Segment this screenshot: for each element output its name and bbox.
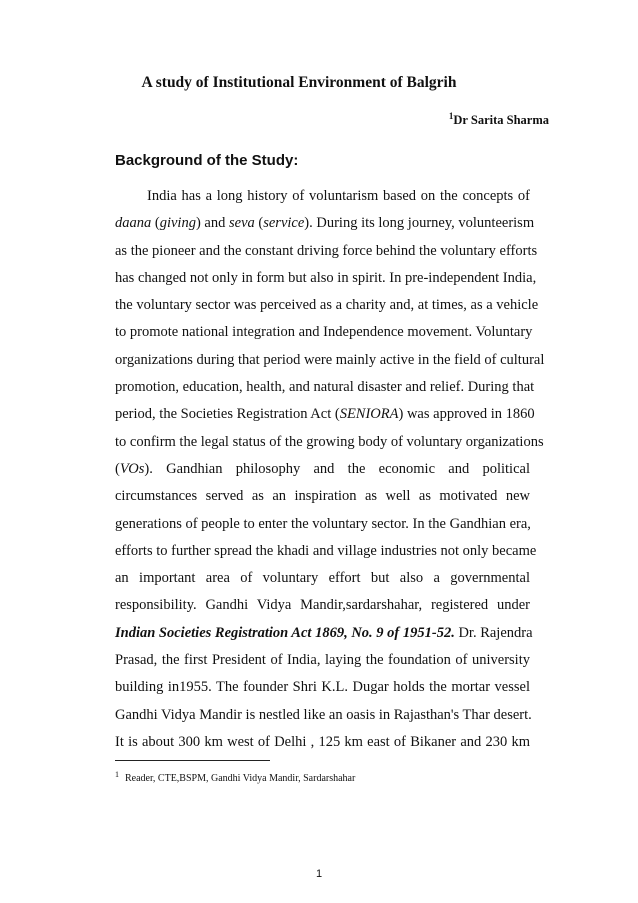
text-run: India has a long history of voluntarism based on the concepts of	[147, 188, 530, 204]
paragraph-line	[115, 456, 530, 483]
footnote	[115, 770, 355, 784]
text-run: period, the Societies Registration Act (	[115, 406, 340, 423]
text-run: ). Gandhian philosophy and the economic and political	[144, 460, 530, 477]
text-run: (	[254, 215, 264, 232]
italic-term: SENIORA	[339, 406, 399, 423]
author-name: Dr Sarita Sharma	[453, 113, 549, 127]
document-title: A study of Institutional Environment of Balgrih	[141, 74, 457, 91]
section-heading: Background of the Study:	[115, 152, 299, 169]
text-run: responsibility. Gandhi Vidya Mandir,sardarshahar, registered under	[115, 597, 530, 614]
text-run: (	[115, 460, 120, 477]
paragraph-line	[115, 592, 530, 619]
paragraph-line	[115, 374, 535, 401]
paragraph-line	[115, 319, 533, 346]
text-run: Prasad, the first President of India, laying the foundation of university	[115, 652, 530, 669]
text-run: building in1955. The founder Shri K.L. Dugar holds the mortar vessel	[115, 679, 530, 696]
paragraph-line	[115, 729, 530, 756]
italic-term: seva	[228, 215, 255, 232]
italic-term: VOs	[119, 460, 145, 477]
footnote-text: Reader, CTE,BSPM, Gandhi Vidya Mandir, Sardarshahar	[125, 773, 356, 784]
text-run: efforts to further spread the khadi and village industries not only became	[115, 542, 537, 559]
text-run: as the pioneer and the constant driving force behind the voluntary efforts	[115, 242, 538, 259]
text-run: promotion, education, health, and natural disaster and relief. During that	[115, 379, 535, 396]
italic-term: service	[263, 215, 305, 232]
paragraph-line	[115, 347, 545, 374]
paragraph-line	[115, 429, 544, 456]
paragraph-line	[115, 265, 537, 292]
author-line	[449, 111, 549, 128]
text-run: the voluntary sector was perceived as a charity and, at times, as a vehicle	[115, 297, 539, 314]
paragraph-line	[115, 292, 539, 319]
text-run: ) was approved in 1860	[398, 406, 535, 423]
italic-term: daana	[115, 215, 152, 232]
text-run: Gandhi Vidya Mandir is nestled like an oasis in Rajasthan's Thar desert.	[115, 706, 532, 723]
body-paragraph	[115, 183, 545, 756]
text-run: (	[151, 215, 160, 232]
paragraph-line	[115, 702, 530, 729]
text-run: to confirm the legal status of the growing body of voluntary organizations	[115, 433, 544, 450]
text-run: It is about 300 km west of Delhi , 125 km east of Bikaner and 230 km	[115, 733, 530, 750]
paragraph-line	[115, 210, 535, 237]
text-run: organizations during that period were mainly active in the field of cultural	[115, 351, 545, 368]
text-run: generations of people to enter the voluntary sector. In the Gandhian era,	[115, 515, 531, 532]
text-run: Dr. Rajendra	[454, 624, 533, 641]
paragraph-line	[115, 647, 530, 674]
paragraph-line	[115, 674, 530, 701]
text-run: to promote national integration and Independence movement. Voluntary	[115, 324, 533, 341]
text-run: an important area of voluntary effort but also a governmental	[115, 570, 530, 587]
text-run: has changed not only in form but also in spirit. In pre-independent India,	[115, 269, 537, 286]
text-run: ). During its long journey, volunteerism	[304, 215, 535, 232]
paragraph-line	[115, 538, 537, 565]
text-run: circumstances served as an inspiration as well as motivated new	[115, 488, 530, 505]
paragraph-line	[115, 238, 538, 265]
italic-term: giving	[159, 215, 196, 232]
paragraph-line	[115, 620, 533, 647]
paragraph-line	[115, 401, 535, 428]
paragraph-line	[115, 565, 530, 592]
footnote-divider	[115, 760, 270, 761]
author-footnote-mark: 1	[448, 111, 454, 121]
page-number: 1	[315, 868, 323, 880]
text-run: ) and	[195, 215, 229, 232]
footnote-mark: 1	[115, 770, 119, 779]
paragraph-line	[115, 183, 530, 210]
bold-italic-reference: Indian Societies Registration Act 1869, No. 9 of 1951-52.	[115, 624, 455, 641]
paragraph-line	[115, 483, 530, 510]
paragraph-line	[115, 511, 530, 538]
